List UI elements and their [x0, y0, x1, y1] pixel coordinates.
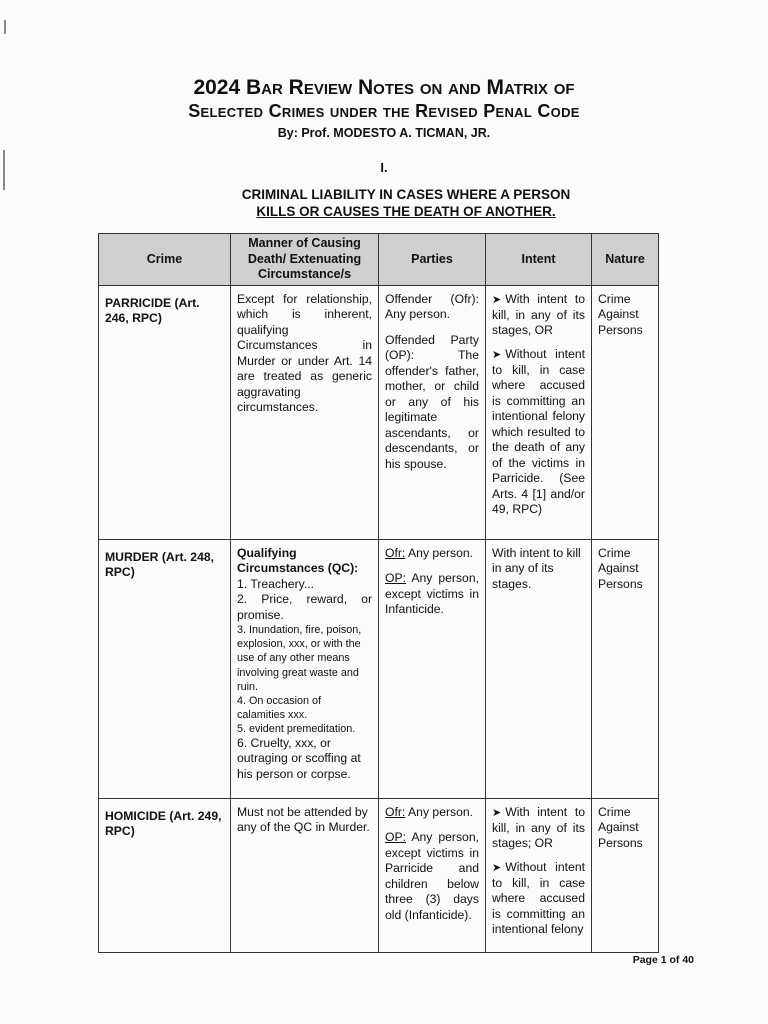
header-nature: Nature — [592, 234, 659, 286]
manner-cell: Except for relationship, which is inherent, qualifying Circumstances in Murder or under Art. 14 are treated as generic aggravating circumstances. — [231, 286, 379, 540]
offender-label: Ofr: — [385, 546, 406, 560]
table-row — [99, 286, 659, 540]
nature-cell: Crime Against Persons — [592, 286, 659, 540]
crime-cell — [99, 540, 231, 799]
manner-cell — [231, 540, 379, 799]
manner-cell: Must not be attended by any of the QC in Murder. — [231, 799, 379, 953]
offender-label: Offender (Ofr): — [385, 292, 479, 306]
arrow-bullet-icon: ➤ — [492, 348, 502, 361]
table-header-row — [99, 234, 659, 286]
document-title-line2: Selected Crimes under the Revised Penal Code — [188, 101, 580, 121]
intent-item — [492, 860, 585, 938]
intent-item — [492, 805, 585, 852]
offender-text: Any person. — [408, 805, 474, 819]
qc-item: 4. On occasion of calamities xxx. — [237, 694, 322, 721]
crime-name: MURDER (Art. 248, RPC) — [105, 550, 215, 580]
section-heading-line1: CRIMINAL LIABILITY IN CASES WHERE A PERSON — [241, 187, 571, 202]
margin-mark — [4, 20, 6, 34]
arrow-bullet-icon: ➤ — [492, 861, 502, 874]
header-intent: Intent — [486, 234, 592, 286]
section-number: I. — [380, 160, 388, 175]
qc-item: 1. Treachery... — [237, 576, 314, 591]
intent-cell — [486, 286, 592, 540]
intent-cell: With intent to kill in any of its stages. — [486, 540, 592, 799]
qc-item: 5. evident premeditation. — [237, 722, 356, 735]
qc-item: 2. Price, reward, or promise. — [237, 592, 372, 622]
qc-heading: Qualifying Circumstances (QC): — [237, 546, 359, 576]
crime-cell — [99, 799, 231, 953]
parties-cell — [379, 799, 486, 953]
offended-label: OP: — [385, 571, 406, 586]
offended-block — [385, 333, 479, 472]
crime-name: HOMICIDE (Art. 249, RPC) — [105, 809, 222, 839]
offended-text: Any person, except victims in Parricide and children below three (3) days old (Infanticide). — [385, 830, 479, 922]
offender-block — [385, 546, 479, 561]
qc-item: 6. Cruelty, xxx, or outraging or scoffing at his person or corpse. — [237, 735, 361, 781]
offended-text: Any person, except victims in Infanticide. — [385, 571, 479, 617]
table-row — [99, 799, 659, 953]
header-crime: Crime — [99, 234, 231, 286]
offender-block — [385, 292, 479, 323]
parties-cell — [379, 286, 486, 540]
table-row — [99, 540, 659, 799]
intent-text: With intent to kill, in any of its stages, OR — [492, 292, 585, 338]
page-number: Page 1 of 40 — [632, 954, 694, 966]
section-heading-line2-text: KILLS OR CAUSES THE DEATH OF ANOTHER. — [256, 204, 556, 219]
header-manner: Manner of Causing Death/ Extenuating Circumstance/s — [231, 234, 379, 286]
intent-text: Without intent to kill, in case where accused is committing an intentional felony — [492, 859, 585, 937]
intent-text: Without intent to kill, in case where accused is committing an intentional felony which resulted to the death of any of the victims in Parricide. (See Arts. 4 [1] and/or 49, RPC) — [492, 346, 585, 517]
intent-cell — [486, 799, 592, 953]
parties-cell — [379, 540, 486, 799]
nature-cell: Crime Against Persons — [592, 540, 659, 799]
offended-text: The offender's father, mother, or child or any of his legitimate ascendants, or descendants, or his spouse. — [385, 348, 479, 471]
intent-item — [492, 292, 585, 339]
nature-cell: Crime Against Persons — [592, 799, 659, 953]
intent-text: With intent to kill, in any of its stages; OR — [492, 805, 585, 851]
author-byline: By: Prof. MODESTO A. TICMAN, JR. — [277, 126, 491, 140]
offender-text: Any person. — [385, 307, 451, 322]
offended-block — [385, 830, 479, 923]
intent-item — [492, 347, 585, 518]
arrow-bullet-icon: ➤ — [492, 294, 502, 306]
arrow-bullet-icon: ➤ — [492, 807, 502, 819]
document-title-line1: 2024 Bar Review Notes on and Matrix of — [193, 76, 575, 99]
offender-label: Ofr: — [385, 805, 406, 819]
offended-label: Offended Party (OP): — [385, 332, 479, 363]
qc-item: 3. Inundation, fire, poison, explosion, xxx, or with the use of any other means involving great waste and ruin. — [237, 624, 362, 693]
offended-label: OP: — [385, 830, 406, 845]
crime-cell — [99, 286, 231, 540]
section-heading-line2 — [0, 204, 768, 219]
offender-text: Any person. — [408, 546, 474, 560]
crime-name: PARRICIDE (Art. 246, RPC) — [105, 296, 200, 326]
offended-block — [385, 571, 479, 617]
crimes-matrix-table — [98, 233, 659, 953]
header-parties: Parties — [379, 234, 486, 286]
offender-block — [385, 805, 479, 820]
